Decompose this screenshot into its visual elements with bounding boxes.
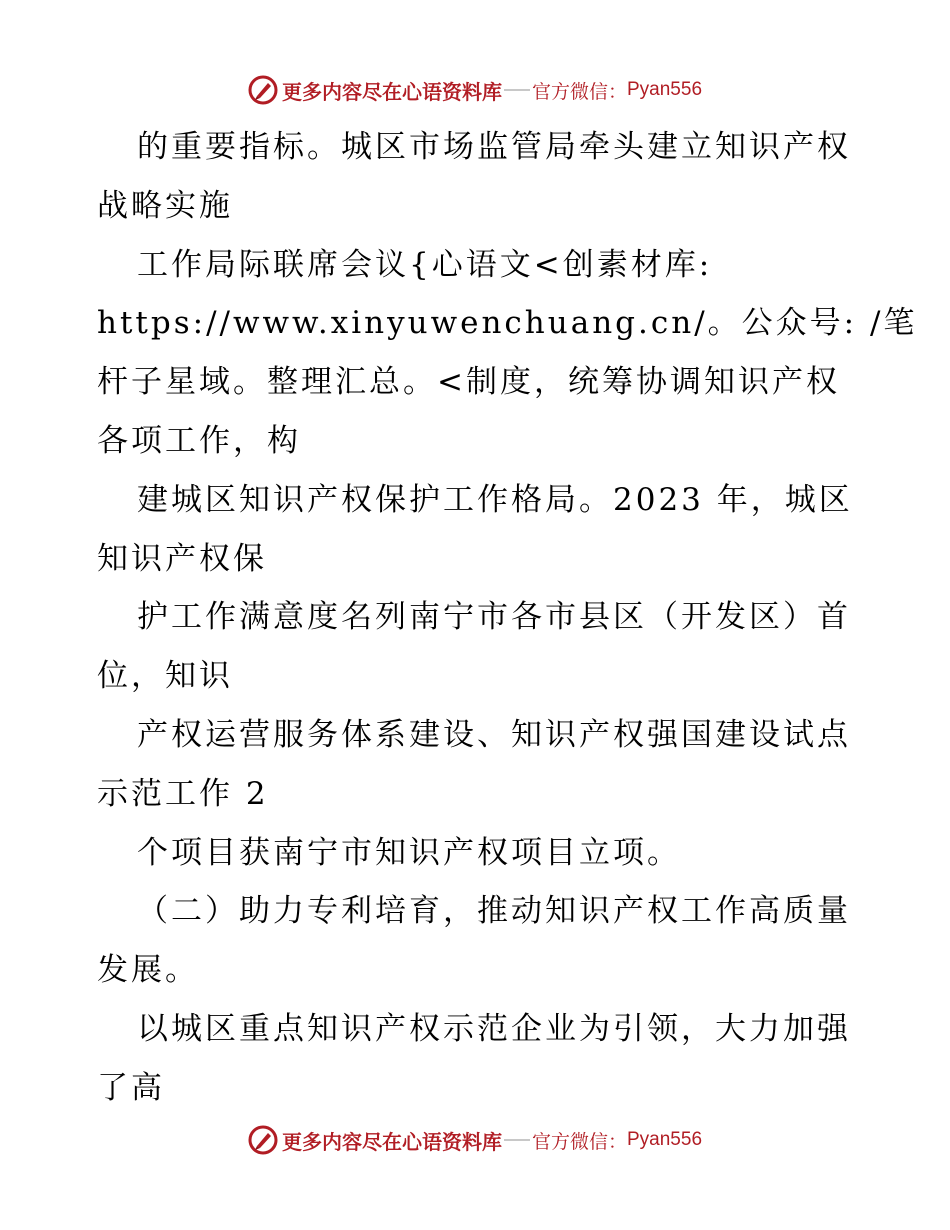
header-dash: [504, 89, 530, 91]
paragraph-6: 产权运营服务体系建设、知识产权强国建设试点 示范工作 2: [97, 716, 851, 812]
paragraph-8: （二）助力专利培育，推动知识产权工作高质量 发展。: [97, 893, 851, 989]
paragraph-9: 以城区重点知识产权示范企业为引领，大力加强 了高: [97, 1010, 851, 1106]
header-label: 官方微信：: [531, 80, 627, 103]
header-id: Pyan556: [627, 79, 703, 100]
paragraph-1: 的重要指标。城区市场监管局牵头建立知识产权 战略实施: [97, 129, 851, 224]
document-body: [97, 118, 918, 1118]
paragraph-3: 杆子星域。整理汇总。<制度，统筹协调知识产权 各项工作，构: [97, 364, 840, 459]
logo-icon: [248, 75, 278, 105]
footer-label: 官方微信：: [531, 1130, 627, 1153]
footer-banner: [0, 1120, 950, 1160]
logo-icon: [248, 1125, 278, 1155]
footer-id: Pyan556: [627, 1129, 703, 1150]
header-prefix: 更多内容尽在心语资料库: [281, 79, 502, 104]
paragraph-4: 建城区知识产权保护工作格局。2023 年，城区 知识产权保: [97, 481, 853, 577]
footer-prefix: 更多内容尽在心语资料库: [281, 1129, 502, 1154]
paragraph-2: 工作局际联席会议{心语文<创素材库: https://www.xinyuwenchuang.cn/。公众号: /笔: [97, 246, 918, 342]
header-banner: [0, 70, 950, 110]
paragraph-5: 护工作满意度名列南宁市各市县区（开发区）首 位，知识: [97, 599, 851, 695]
footer-dash: [504, 1139, 530, 1141]
paragraph-7: 个项目获南宁市知识产权项目立项。: [137, 834, 681, 871]
